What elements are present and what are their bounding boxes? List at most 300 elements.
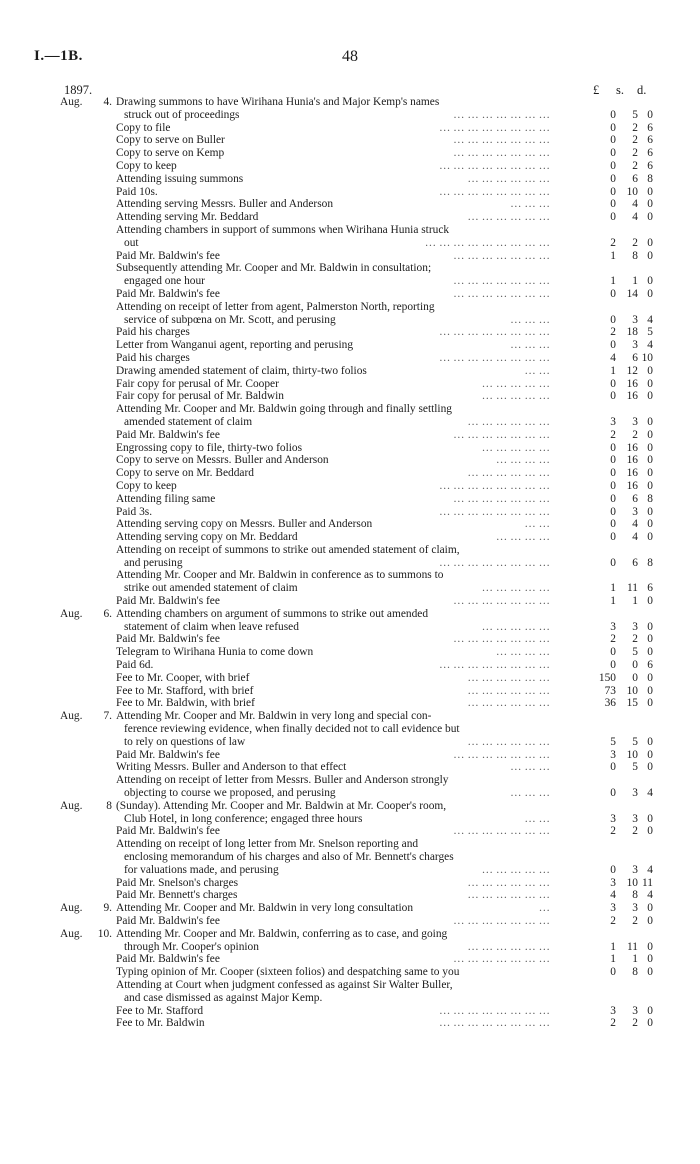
amount-shillings: 10: [626, 748, 638, 761]
entry-month: Aug.: [60, 902, 83, 915]
ledger-row: [0, 915, 700, 928]
ledger-row: [0, 480, 700, 493]
amount-shillings: 4: [632, 531, 638, 544]
amount-shillings: 5: [632, 646, 638, 659]
amount-pence: 0: [647, 633, 653, 646]
leader-dots: … … …: [510, 787, 550, 800]
amount-pounds: 2: [610, 825, 616, 838]
ledger-row: [0, 864, 700, 877]
amount-shillings: 6: [632, 351, 638, 364]
amount-shillings: 8: [632, 966, 638, 979]
amount-pounds: 2: [610, 633, 616, 646]
entry-description: Attending on receipt of letter from Messrs. Buller and Anderson strongly: [116, 774, 449, 787]
ledger-row: [0, 224, 700, 237]
entry-description: Attending chambers on argument of summons to strike out amended: [116, 607, 429, 620]
leader-dots: … … … … … … …: [453, 595, 550, 608]
leader-dots: … … … … … … …: [453, 953, 550, 966]
entry-month: Aug.: [60, 710, 83, 723]
amount-pence: 0: [647, 211, 653, 224]
ledger-row: [0, 493, 700, 506]
ledger-row: [0, 442, 700, 455]
ledger-row: [0, 467, 700, 480]
ledger-row: [0, 953, 700, 966]
amount-pounds: 0: [610, 492, 616, 505]
entry-description: statement of claim when leave refused: [124, 620, 299, 633]
ledger-row: [0, 211, 700, 224]
entry-description: Attending Mr. Cooper and Mr. Baldwin in very long consultation: [116, 902, 414, 915]
ledger-row: [0, 365, 700, 378]
amount-pence: 0: [647, 620, 653, 633]
ledger-row: [0, 557, 700, 570]
leader-dots: … … … …: [495, 531, 550, 544]
entry-description: Writing Messrs. Buller and Anderson to that effect: [116, 761, 347, 774]
leader-dots: … … … … … … … …: [438, 659, 550, 672]
entry-description: Attending Mr. Cooper and Mr. Baldwin going through and finally settling: [116, 403, 452, 416]
entry-description: Paid Mr. Baldwin's fee: [116, 633, 220, 646]
amount-shillings: 5: [632, 761, 638, 774]
amount-pounds: 0: [610, 966, 616, 979]
leader-dots: … … … …: [495, 454, 550, 467]
amount-shillings: 16: [626, 377, 638, 390]
amount-pounds: 3: [610, 902, 616, 915]
amount-shillings: 2: [632, 159, 638, 172]
amount-pounds: 0: [610, 211, 616, 224]
amount-shillings: 10: [626, 876, 638, 889]
leader-dots: … … … … … … …: [453, 134, 550, 147]
ledger-row: [0, 301, 700, 314]
leader-dots: … … … … … …: [467, 172, 550, 185]
amount-pence: 0: [647, 275, 653, 288]
ledger-row: [0, 941, 700, 954]
leader-dots: … … … … … …: [467, 415, 550, 428]
amount-pounds: 3: [610, 1004, 616, 1017]
amount-pence: 6: [647, 159, 653, 172]
amount-shillings: 2: [632, 1017, 638, 1030]
amount-pounds: 1: [610, 940, 616, 953]
amount-shillings: 2: [632, 633, 638, 646]
leader-dots: … … … … … … …: [453, 428, 550, 441]
entry-description: Fair copy for perusal of Mr. Cooper: [116, 377, 279, 390]
amount-pence: 8: [647, 492, 653, 505]
entry-month: Aug.: [60, 799, 83, 812]
amount-pence: 6: [647, 582, 653, 595]
ledger-row: [0, 595, 700, 608]
amount-shillings: 16: [626, 441, 638, 454]
leader-dots: … … … … … … …: [453, 915, 550, 927]
amount-pence: 6: [647, 121, 653, 134]
ledger-row: [0, 339, 700, 352]
ledger-row: [0, 314, 700, 327]
entry-description: Drawing summons to have Wirihana Hunia's and Major Kemp's names: [116, 96, 440, 108]
leader-dots: … … … … … … …: [453, 275, 550, 288]
amount-pounds: 2: [610, 915, 616, 927]
amount-pence: 0: [647, 505, 653, 518]
ledger-row: [0, 147, 700, 160]
ledger-row: [0, 429, 700, 442]
ledger-row: [0, 198, 700, 211]
leader-dots: … … … … … … …: [453, 633, 550, 646]
leader-dots: … … … …: [495, 646, 550, 659]
amount-pence: 0: [647, 761, 653, 774]
leader-dots: … … …: [510, 313, 550, 326]
amount-pence: 0: [647, 415, 653, 428]
amount-pounds: 73: [604, 684, 616, 697]
entry-description: Fee to Mr. Baldwin: [116, 1017, 205, 1030]
entry-description: Paid his charges: [116, 326, 190, 339]
amount-pounds: 1: [610, 595, 616, 608]
entry-description: Attending on receipt of long letter from Mr. Snelson reporting and: [116, 838, 419, 851]
leader-dots: … … … … … … …: [453, 825, 550, 838]
amount-pounds: 150: [598, 671, 616, 684]
amount-pounds: 0: [610, 198, 616, 211]
amount-pence: 4: [647, 787, 653, 800]
leader-dots: … … … … … … … …: [438, 326, 550, 339]
entry-description: Paid Mr. Baldwin's fee: [116, 953, 220, 966]
ledger-row: [0, 736, 700, 749]
ledger-row: [0, 979, 700, 992]
amount-pounds: 3: [610, 620, 616, 633]
entry-description: Paid Mr. Baldwin's fee: [116, 428, 220, 441]
amount-pence: 8: [647, 172, 653, 185]
amount-pounds: 0: [610, 505, 616, 518]
entry-description: Copy to keep: [116, 159, 177, 172]
entry-description: service of subpœna on Mr. Scott, and perusing: [124, 313, 336, 326]
amount-pence: 8: [647, 556, 653, 569]
entry-description: Copy to serve on Kemp: [116, 147, 225, 160]
amount-pence: 0: [647, 812, 653, 825]
amount-shillings: 4: [632, 198, 638, 211]
amount-pounds: 0: [610, 531, 616, 544]
ledger-row: [0, 352, 700, 365]
amount-shillings: 12: [626, 364, 638, 377]
leader-dots: … … … … … … … …: [438, 1004, 550, 1017]
amount-pounds: 3: [610, 876, 616, 889]
amount-pence: 4: [647, 339, 653, 352]
amount-pence: 0: [647, 697, 653, 710]
amount-pounds: 36: [604, 697, 616, 710]
entry-description: Attending Mr. Cooper and Mr. Baldwin, conferring as to case, and going: [116, 927, 448, 940]
entry-description: Paid 3s.: [116, 505, 153, 518]
entry-description: Engrossing copy to file, thirty-two folios: [116, 441, 303, 454]
ledger-row: [0, 838, 700, 851]
entry-description: objecting to course we proposed, and perusing: [124, 787, 336, 800]
entry-description: (Sunday). Attending Mr. Cooper and Mr. Baldwin at Mr. Cooper's room,: [116, 799, 447, 812]
entry-description: Paid Mr. Baldwin's fee: [116, 748, 220, 761]
entry-description: Paid Mr. Snelson's charges: [116, 876, 239, 889]
amount-shillings: 6: [632, 172, 638, 185]
shillings-header: s.: [616, 83, 624, 97]
amount-pence: 5: [647, 326, 653, 339]
amount-pounds: 1: [610, 249, 616, 262]
entry-description: and perusing: [124, 556, 183, 569]
leader-dots: …: [538, 902, 550, 915]
amount-pounds: 0: [610, 556, 616, 569]
amount-shillings: 0: [632, 671, 638, 684]
amount-pence: 0: [647, 518, 653, 531]
year-label: 1897.: [64, 83, 93, 97]
entry-description: Attending filing same: [116, 492, 216, 505]
entry-month: Aug.: [60, 607, 83, 620]
entry-description: to rely on questions of law: [124, 735, 246, 748]
entry-description: Paid Mr. Baldwin's fee: [116, 595, 220, 608]
leader-dots: … … … … … …: [467, 697, 550, 710]
ledger-row: [0, 134, 700, 147]
ledger-row: [0, 96, 700, 109]
ledger-row: [0, 672, 700, 685]
entry-description: through Mr. Cooper's opinion: [124, 940, 259, 953]
ledger-row: [0, 109, 700, 122]
amount-shillings: 6: [632, 556, 638, 569]
entry-description: Attending serving copy on Mr. Beddard: [116, 531, 298, 544]
amount-pence: 0: [647, 953, 653, 966]
entry-description: ference reviewing evidence, when finally decided not to call evidence but: [124, 723, 460, 736]
amount-shillings: 0: [632, 659, 638, 672]
entry-description: Copy to serve on Buller: [116, 134, 225, 147]
leader-dots: … … … … … … … …: [438, 351, 550, 364]
amount-shillings: 16: [626, 390, 638, 403]
leader-dots: … … … … … … … …: [438, 159, 550, 172]
ledger-row: [0, 646, 700, 659]
amount-pence: 0: [647, 735, 653, 748]
ledger-row: [0, 774, 700, 787]
amount-pence: 0: [647, 249, 653, 262]
entry-description: Attending serving Mr. Beddard: [116, 211, 259, 224]
amount-pence: 0: [647, 902, 653, 915]
ledger-row: [0, 186, 700, 199]
leader-dots: … … …: [510, 339, 550, 352]
ledger-row: [0, 621, 700, 634]
amount-shillings: 1: [632, 275, 638, 288]
entry-description: Attending chambers in support of summons when Wirihana Hunia struck: [116, 223, 450, 236]
leader-dots: … … … … … … … …: [438, 121, 550, 134]
entry-description: Paid 6d.: [116, 659, 154, 672]
entry-description: Fair copy for perusal of Mr. Baldwin: [116, 390, 284, 403]
amount-shillings: 16: [626, 467, 638, 480]
entry-description: Attending issuing summons: [116, 172, 244, 185]
ledger-row: [0, 506, 700, 519]
ledger-row: [0, 518, 700, 531]
amount-shillings: 2: [632, 147, 638, 160]
amount-pence: 0: [647, 595, 653, 608]
amount-shillings: 18: [626, 326, 638, 339]
amount-pence: 0: [647, 108, 653, 121]
leader-dots: … … … … … …: [467, 940, 550, 953]
entry-description: Copy to file: [116, 121, 171, 134]
ledger-row: [0, 237, 700, 250]
ledger-row: [0, 122, 700, 135]
entry-description: struck out of proceedings: [124, 108, 240, 121]
leader-dots: … …: [524, 364, 550, 377]
ledger-row: [0, 851, 700, 864]
leader-dots: … … … … … … …: [453, 249, 550, 262]
amount-pounds: 0: [610, 454, 616, 467]
amount-shillings: 1: [632, 595, 638, 608]
entry-description: Paid Mr. Baldwin's fee: [116, 825, 220, 838]
ledger-row: [0, 160, 700, 173]
amount-pence: 0: [647, 684, 653, 697]
amount-shillings: 3: [632, 863, 638, 876]
leader-dots: … … … … … … … …: [438, 505, 550, 518]
document-reference: I.—1B.: [34, 48, 83, 64]
amount-pounds: 0: [610, 159, 616, 172]
entry-description: Paid Mr. Bennett's charges: [116, 889, 238, 902]
ledger-row: [0, 800, 700, 813]
amount-pence: 0: [647, 377, 653, 390]
entry-description: Telegram to Wirihana Hunia to come down: [116, 646, 314, 659]
entry-day: 7.: [103, 710, 112, 723]
ledger-row: [0, 877, 700, 890]
entry-description: Copy to serve on Mr. Beddard: [116, 467, 254, 480]
leader-dots: … … … … … … … …: [438, 479, 550, 492]
ledger-row: [0, 928, 700, 941]
pounds-header: £: [593, 83, 600, 97]
entry-description: and case dismissed as against Major Kemp.: [124, 991, 323, 1004]
amount-pounds: 0: [610, 761, 616, 774]
amount-pence: 6: [647, 147, 653, 160]
amount-pence: 4: [647, 863, 653, 876]
leader-dots: … … … … … … …: [453, 748, 550, 761]
entry-description: amended statement of claim: [124, 415, 253, 428]
leader-dots: … … … … … …: [467, 211, 550, 224]
ledger-row: [0, 531, 700, 544]
amount-pence: 0: [647, 454, 653, 467]
entry-description: Paid his charges: [116, 351, 190, 364]
amount-pounds: 0: [610, 441, 616, 454]
leader-dots: … … … … … …: [467, 876, 550, 889]
entry-day: 8: [106, 799, 112, 812]
leader-dots: … … …: [510, 761, 550, 774]
pence-header: d.: [637, 83, 647, 97]
entry-description: Attending serving copy on Messrs. Buller and Anderson: [116, 518, 373, 531]
amount-shillings: 10: [626, 684, 638, 697]
amount-pounds: 3: [610, 748, 616, 761]
entry-description: for valuations made, and perusing: [124, 863, 279, 876]
entry-description: Attending Mr. Cooper and Mr. Baldwin in very long and special con-: [116, 710, 432, 723]
amount-shillings: 11: [627, 582, 638, 595]
amount-shillings: 14: [626, 287, 638, 300]
ledger-row: [0, 889, 700, 902]
entry-day: 6.: [103, 607, 112, 620]
amount-pounds: 0: [610, 185, 616, 198]
amount-pounds: 3: [610, 812, 616, 825]
ledger-row: [0, 685, 700, 698]
leader-dots: … … … … … … … … …: [424, 236, 550, 249]
amount-pence: 0: [647, 646, 653, 659]
ledger-row: [0, 633, 700, 646]
amount-pounds: 0: [610, 390, 616, 403]
ledger-row: [0, 582, 700, 595]
entry-month: Aug.: [60, 927, 83, 940]
amount-shillings: 2: [632, 134, 638, 147]
amount-pounds: 0: [610, 108, 616, 121]
ledger-row: [0, 697, 700, 710]
amount-shillings: 3: [632, 415, 638, 428]
entry-description: Attending on receipt of letter from agent, Palmerston North, reporting: [116, 300, 435, 313]
leader-dots: … … … … …: [481, 390, 550, 403]
amount-shillings: 3: [632, 620, 638, 633]
amount-pence: 0: [647, 1017, 653, 1030]
amount-shillings: 2: [632, 428, 638, 441]
entry-description: Copy to keep: [116, 479, 177, 492]
amount-pence: 0: [647, 390, 653, 403]
ledger-row: [0, 710, 700, 723]
entry-day: 9.: [103, 902, 112, 915]
amount-pounds: 1: [610, 275, 616, 288]
ledger-row: [0, 659, 700, 672]
amount-pounds: 1: [610, 364, 616, 377]
ledger-row: [0, 723, 700, 736]
ledger-row: [0, 454, 700, 467]
amount-pence: 0: [647, 467, 653, 480]
leader-dots: … … … … …: [481, 582, 550, 595]
amount-pounds: 2: [610, 1017, 616, 1030]
amount-pounds: 2: [610, 428, 616, 441]
amount-shillings: 3: [632, 787, 638, 800]
amount-pounds: 0: [610, 646, 616, 659]
amount-shillings: 2: [632, 121, 638, 134]
leader-dots: … … … … … …: [467, 467, 550, 480]
entry-description: Attending serving Messrs. Buller and Anderson: [116, 198, 334, 211]
amount-shillings: 8: [632, 249, 638, 262]
entry-description: Paid 10s.: [116, 185, 158, 198]
leader-dots: … … … … … …: [467, 735, 550, 748]
amount-pounds: 5: [610, 735, 616, 748]
ledger-row: [0, 250, 700, 263]
amount-pounds: 0: [610, 134, 616, 147]
entry-description: Copy to serve on Messrs. Buller and Anderson: [116, 454, 329, 467]
ledger-row: [0, 813, 700, 826]
amount-shillings: 5: [632, 108, 638, 121]
amount-pence: 6: [647, 659, 653, 672]
entry-description: Paid Mr. Baldwin's fee: [116, 249, 220, 262]
amount-pounds: 0: [610, 313, 616, 326]
ledger-row: [0, 569, 700, 582]
ledger-row: [0, 1017, 700, 1030]
amount-pounds: 0: [610, 287, 616, 300]
amount-pounds: 4: [610, 351, 616, 364]
ledger-row: [0, 416, 700, 429]
leader-dots: … … … … … … … …: [438, 556, 550, 569]
amount-shillings: 2: [632, 236, 638, 249]
amount-pounds: 2: [610, 236, 616, 249]
ledger-entries: [0, 96, 700, 1030]
entry-description: Typing opinion of Mr. Cooper (sixteen folios) and despatching same to you: [116, 966, 460, 979]
entry-day: 10.: [97, 927, 112, 940]
amount-shillings: 16: [626, 479, 638, 492]
leader-dots: … … … … … … …: [453, 108, 550, 121]
amount-shillings: 3: [632, 902, 638, 915]
amount-pounds: 4: [610, 889, 616, 902]
amount-pence: 0: [647, 1004, 653, 1017]
amount-pence: 0: [647, 198, 653, 211]
page-number: 48: [342, 48, 358, 65]
amount-pence: 0: [647, 236, 653, 249]
entry-description: Fee to Mr. Cooper, with brief: [116, 671, 250, 684]
leader-dots: … … … … … …: [467, 889, 550, 902]
leader-dots: … … … … …: [481, 441, 550, 454]
amount-pence: 4: [647, 313, 653, 326]
amount-shillings: 1: [632, 953, 638, 966]
entry-description: out: [124, 236, 139, 249]
amount-shillings: 10: [626, 185, 638, 198]
ledger-row: [0, 966, 700, 979]
amount-pence: 0: [647, 441, 653, 454]
amount-pounds: 1: [610, 582, 616, 595]
ledger-row: [0, 992, 700, 1005]
amount-pence: 0: [647, 915, 653, 927]
ledger-row: [0, 403, 700, 416]
amount-pence: 0: [647, 479, 653, 492]
